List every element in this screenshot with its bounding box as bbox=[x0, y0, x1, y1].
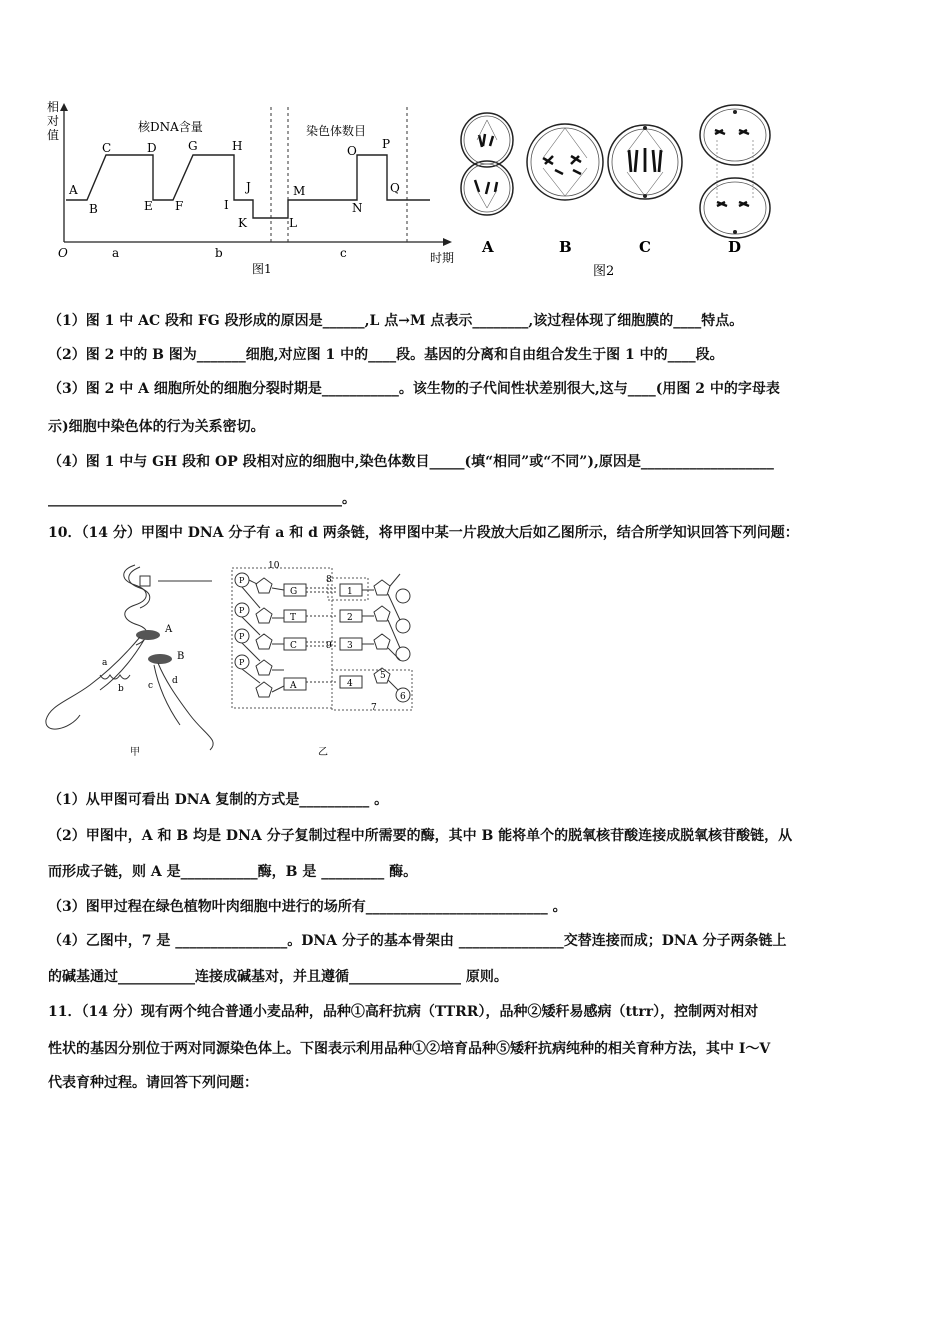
yi-number-3: 3 bbox=[347, 641, 353, 651]
point-label-F: F bbox=[175, 199, 184, 213]
cell-B bbox=[527, 124, 603, 200]
figure-yi-svg bbox=[228, 560, 428, 760]
region-label-chromosome: 染色体数目 bbox=[306, 124, 367, 138]
point-label-I: I bbox=[224, 198, 229, 212]
point-label-E: E bbox=[144, 199, 153, 213]
q9-line-1: （1）图 1 中 AC 段和 FG 段形成的原因是______,L 点→M 点表示________,该过程体现了细胞膜的____特点。 bbox=[48, 313, 744, 329]
cell-D bbox=[700, 105, 770, 238]
enzyme-B bbox=[148, 654, 172, 664]
period-label-a: a bbox=[112, 246, 120, 260]
figure-yi-caption: 乙 bbox=[318, 747, 328, 758]
yi-number-6: 6 bbox=[400, 692, 406, 702]
figure-1-svg bbox=[40, 95, 470, 285]
figure-jia bbox=[40, 555, 230, 760]
cell-C bbox=[608, 125, 682, 199]
point-label-K: K bbox=[238, 216, 247, 230]
point-label-C: C bbox=[102, 141, 112, 155]
cell-label-C: C bbox=[639, 238, 651, 256]
yi-number-10: 10 bbox=[268, 561, 280, 571]
cell-label-D: D bbox=[728, 238, 742, 256]
figure-1 bbox=[40, 95, 470, 285]
point-label-Q: Q bbox=[390, 181, 400, 195]
q10-line-5: （4）乙图中，7 是 ________________。DNA 分子的基本骨架由 _______________交替连接而成；DNA 分子两条链上 bbox=[48, 933, 787, 949]
figure-1-caption: 图1 bbox=[252, 262, 272, 276]
jia-label-B: B bbox=[177, 651, 185, 662]
yi-base-A: A bbox=[290, 681, 297, 691]
yi-number-5: 5 bbox=[380, 671, 386, 681]
q10-stem: 10．（14 分）甲图中 DNA 分子有 a 和 d 两条链，将甲图中某一片段放大后如乙图所示，结合所学知识回答下列问题： bbox=[48, 525, 799, 541]
yi-phosphate-3: P bbox=[239, 632, 245, 641]
jia-label-d: d bbox=[172, 676, 178, 686]
point-label-M: M bbox=[293, 184, 306, 198]
point-label-O: O bbox=[347, 144, 357, 158]
q11-line-2: 性状的基因分别位于两对同源染色体上。下图表示利用品种①②培育品种⑤矮秆抗病纯种的相关育种方法，其中 I～V bbox=[48, 1041, 771, 1057]
cell-A bbox=[461, 113, 513, 215]
point-label-A: A bbox=[69, 183, 78, 197]
yi-number-4: 4 bbox=[347, 679, 353, 689]
q9-line-4: 示)细胞中染色体的行为关系密切。 bbox=[48, 419, 265, 435]
period-label-c: c bbox=[340, 246, 347, 260]
point-label-N: N bbox=[352, 201, 363, 215]
yi-base-C: C bbox=[290, 641, 297, 651]
point-label-H: H bbox=[232, 139, 243, 153]
q10-line-3: 而形成子链，则 A 是___________酶，B 是 _________ 酶。 bbox=[48, 864, 418, 880]
figure-jia-svg bbox=[40, 555, 230, 760]
q11-line-3: 代表育种过程。请回答下列问题： bbox=[48, 1075, 258, 1091]
yi-number-1: 1 bbox=[347, 587, 353, 597]
yi-number-2: 2 bbox=[347, 613, 353, 623]
figure-yi bbox=[228, 560, 428, 760]
figure-2 bbox=[455, 100, 785, 285]
y-axis-label-3: 值 bbox=[47, 128, 60, 142]
q11-line-1: 11．（14 分）现有两个纯合普通小麦品种，品种①高秆抗病（TTRR），品种②矮秆易感病（ttrr），控制两对相对 bbox=[48, 1004, 759, 1020]
point-label-D: D bbox=[147, 141, 157, 155]
q9-line-6: __________________________________________。 bbox=[48, 491, 356, 507]
jia-label-c: c bbox=[148, 681, 154, 691]
x-axis-arrow bbox=[443, 238, 452, 246]
period-label-b: b bbox=[215, 246, 223, 260]
yi-phosphate-2: P bbox=[239, 606, 245, 615]
figure-2-svg bbox=[455, 100, 785, 285]
point-label-G: G bbox=[188, 139, 198, 153]
x-axis-label: 时期 bbox=[430, 251, 455, 265]
jia-label-b: b bbox=[118, 684, 124, 694]
jia-label-A: A bbox=[165, 624, 173, 635]
y-axis-arrow bbox=[60, 103, 68, 111]
yi-number-8: 8 bbox=[326, 575, 332, 585]
region-label-dna: 核DNA含量 bbox=[138, 120, 203, 134]
jia-label-a: a bbox=[102, 658, 108, 668]
cell-label-A: A bbox=[482, 238, 494, 256]
q10-line-6: 的碱基通过___________连接成碱基对，并且遵循________________ 原则。 bbox=[48, 969, 508, 985]
enzyme-A bbox=[136, 630, 160, 640]
point-label-B: B bbox=[89, 202, 98, 216]
yi-phosphate-1: P bbox=[239, 576, 245, 585]
point-label-L: L bbox=[289, 216, 297, 230]
y-axis-label-2: 对 bbox=[47, 114, 60, 128]
point-label-P: P bbox=[382, 137, 391, 151]
q9-line-2: （2）图 2 中的 B 图为_______细胞,对应图 1 中的____段。基因的分离和自由组合发生于图 1 中的____段。 bbox=[48, 347, 724, 363]
y-axis-label-1: 相 bbox=[47, 100, 60, 114]
yi-number-9: 9 bbox=[326, 641, 332, 651]
cell-label-B: B bbox=[559, 238, 572, 256]
yi-number-7: 7 bbox=[371, 703, 377, 713]
origin-label: O bbox=[58, 246, 68, 260]
q10-line-2: （2）甲图中，A 和 B 均是 DNA 分子复制过程中所需要的酶，其中 B 能将单个的脱氧核苷酸连接成脱氧核苷酸链，从 bbox=[48, 828, 793, 844]
figure-2-caption: 图2 bbox=[593, 264, 615, 279]
q10-line-4: （3）图甲过程在绿色植物叶肉细胞中进行的场所有__________________________ 。 bbox=[48, 899, 567, 915]
q10-line-1: （1）从甲图可看出 DNA 复制的方式是__________ 。 bbox=[48, 792, 389, 808]
point-label-J: J bbox=[246, 180, 251, 194]
yi-phosphate-4: P bbox=[239, 658, 245, 667]
yi-base-T: T bbox=[290, 613, 297, 623]
yi-base-G: G bbox=[290, 587, 298, 597]
figure-jia-caption: 甲 bbox=[130, 747, 140, 758]
q9-line-3: （3）图 2 中 A 细胞所处的细胞分裂时期是___________。该生物的子代间性状差别很大,这与____(用图 2 中的字母表 bbox=[48, 381, 780, 397]
q9-line-5: （4）图 1 中与 GH 段和 OP 段相对应的细胞中,染色体数目_____(填“相同”或“不同”),原因是___________________ bbox=[48, 454, 774, 470]
